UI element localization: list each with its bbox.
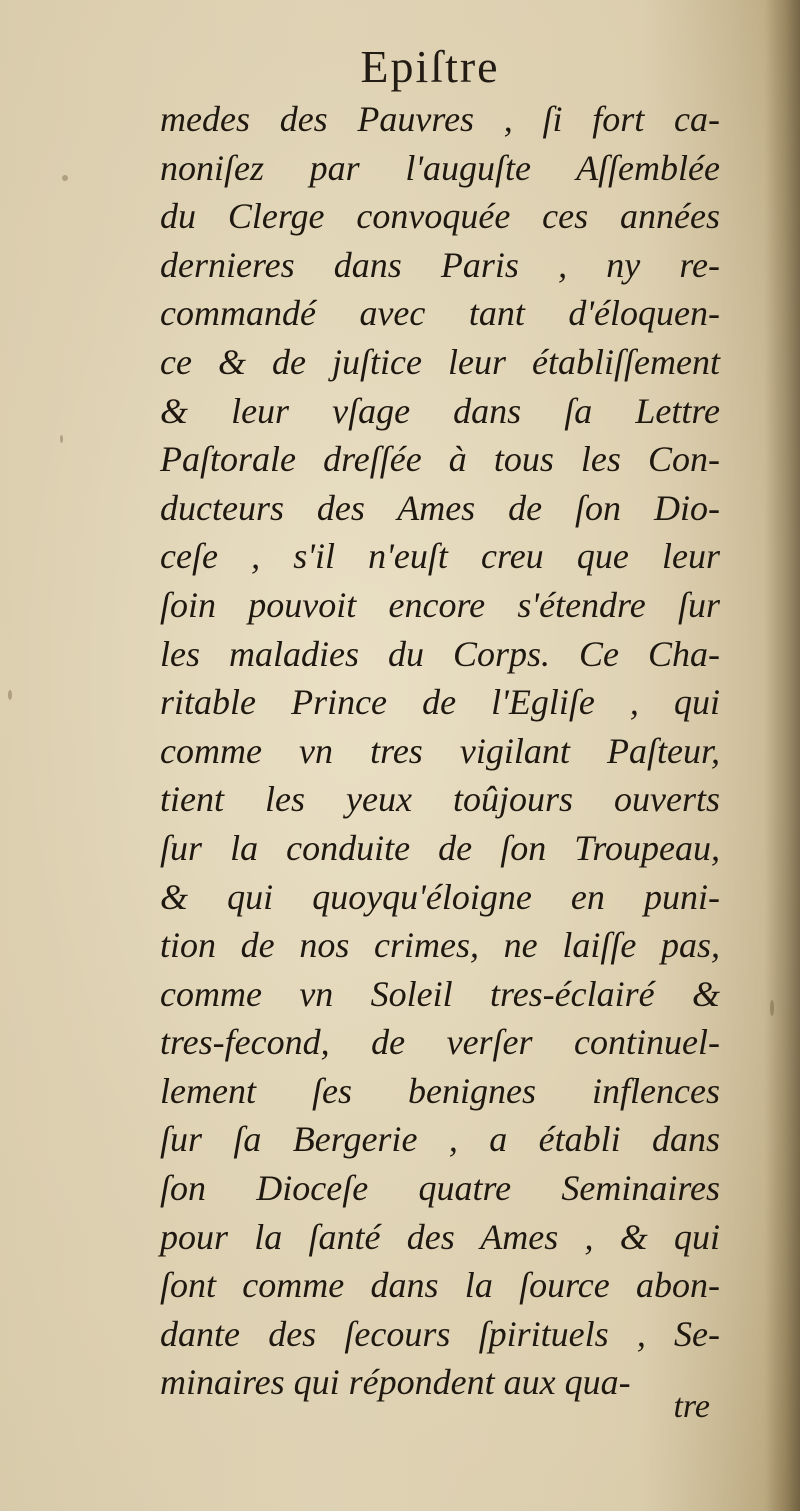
text-line: dante des ſecours ſpirituels , Se- <box>160 1313 720 1354</box>
text-line: ducteurs des Ames de ſon Dio- <box>160 487 720 528</box>
text-line: comme vn tres vigilant Paſteur, <box>160 730 720 771</box>
text-line: ſur ſa Bergerie , a établi dans <box>160 1119 720 1160</box>
text-line: tient les yeux toûjours ouverts <box>160 779 720 820</box>
text-line: & leur vſage dans ſa Lettre <box>160 390 720 431</box>
text-line: medes des Pauvres , ſi fort ca- <box>160 99 720 139</box>
text-line: pour la ſanté des Ames , & qui <box>160 1216 720 1257</box>
text-line: tion de nos crimes, ne laiſſe pas, <box>160 925 720 966</box>
text-line: ſoin pouvoit encore s'étendre ſur <box>160 584 720 625</box>
text-line: lement ſes benignes inflences <box>160 1070 720 1111</box>
paper-speck <box>60 435 63 443</box>
paper-speck <box>770 1000 774 1016</box>
body-text <box>160 95 720 1407</box>
text-line: ce & de juſtice leur établiſſement <box>160 341 720 382</box>
text-line: commandé avec tant d'éloquen- <box>160 293 720 334</box>
text-line: ceſe , s'il n'euſt creu que leur <box>160 536 720 577</box>
text-line: ritable Prince de l'Egliſe , qui <box>160 682 720 723</box>
paper-speck <box>62 175 68 181</box>
text-line: dernieres dans Paris , ny re- <box>160 244 720 285</box>
text-line: du Clerge convoquée ces années <box>160 196 720 237</box>
text-line: Paſtorale dreſſée à tous les Con- <box>160 439 720 480</box>
text-line: ſont comme dans la ſource abon- <box>160 1265 720 1306</box>
text-line: les maladies du Corps. Ce Cha- <box>160 633 720 674</box>
text-line: ſon Dioceſe quatre Seminaires <box>160 1168 720 1209</box>
paper-speck <box>8 690 12 700</box>
text-line: & qui quoyqu'éloigne en puni- <box>160 876 720 917</box>
running-head: Epiſtre <box>360 41 500 92</box>
text-line: minaires qui répondent aux qua- <box>160 1362 631 1403</box>
catchword: tre <box>673 1388 710 1425</box>
text-line: noniſez par l'auguſte Aſſemblée <box>160 147 720 188</box>
text-line: ſur la conduite de ſon Troupeau, <box>160 827 720 868</box>
page-edge-shadow <box>764 0 800 1511</box>
text-line: tres-fecond, de verſer continuel- <box>160 1022 720 1063</box>
text-line: comme vn Soleil tres-éclairé & <box>160 973 720 1014</box>
